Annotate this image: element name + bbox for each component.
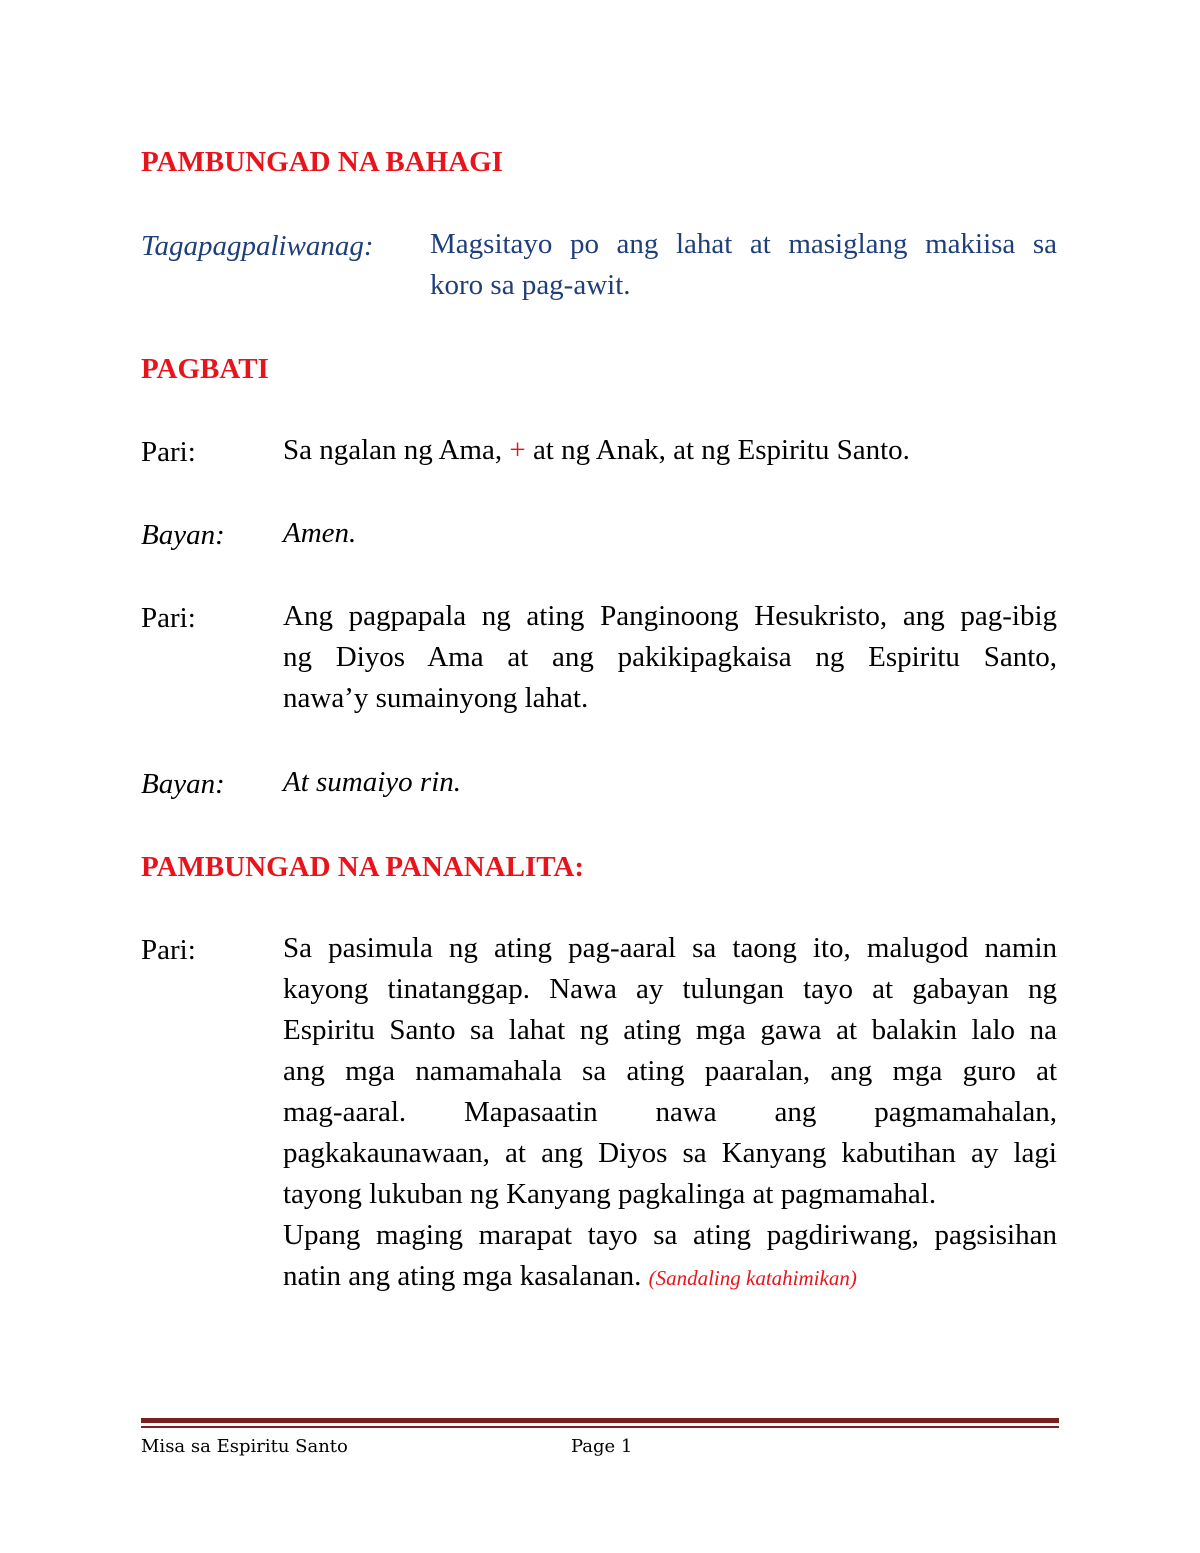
greeting-text-part: Sa ngalan ng Ama, <box>283 434 510 466</box>
footer-rule-thick <box>141 1418 1059 1423</box>
speaker-pari: Pari: <box>141 436 196 468</box>
footer-rule-thin <box>141 1426 1059 1428</box>
speaker-bayan: Bayan: <box>141 768 225 800</box>
heading-pagbati: PAGBATI <box>141 353 269 385</box>
footer-title: Misa sa Espiritu Santo <box>141 1436 348 1457</box>
speaker-pari: Pari: <box>141 602 196 634</box>
opening-line: Upang maging marapat tayo sa ating pagdiriwang, pagsisihan <box>283 1219 1057 1251</box>
blessing-line: ng Diyos Ama at ang pakikipagkaisa ng Espiritu Santo, <box>283 641 1057 673</box>
opening-line: pagkakaunawaan, at ang Diyos sa Kanyang kabutihan ay lagi <box>283 1137 1057 1169</box>
intro-line: koro sa pag-awit. <box>430 269 631 301</box>
heading-pambungad-na-pananalita: PAMBUNGAD NA PANANALITA: <box>141 851 585 883</box>
pari-blessing-text <box>283 596 1057 719</box>
speaker-bayan: Bayan: <box>141 519 225 551</box>
blessing-line: Ang pagpapala ng ating Panginoong Hesukristo, ang pag-ibig <box>283 600 1057 632</box>
opening-line: tayong lukuban ng Kanyang pagkalinga at pagmamahal. <box>283 1178 937 1210</box>
opening-remarks-text <box>283 928 1057 1299</box>
greeting-text-part: at ng Anak, at ng Espiritu Santo. <box>525 434 910 466</box>
heading-pambungad-na-bahagi: PAMBUNGAD NA BAHAGI <box>141 146 503 178</box>
speaker-tagapagpaliwanag: Tagapagpaliwanag: <box>141 230 374 262</box>
footer-page-number: Page 1 <box>571 1436 633 1457</box>
opening-line: kayong tinatanggap. Nawa ay tulungan tayo at gabayan ng <box>283 973 1057 1005</box>
intro-text <box>430 224 1057 306</box>
speaker-pari: Pari: <box>141 934 196 966</box>
intro-line: Magsitayo po ang lahat at masiglang makiisa sa <box>430 228 1057 260</box>
opening-line: Sa pasimula ng ating pag-aaral sa taong ito, malugod namin <box>283 932 1057 964</box>
blessing-line: nawa’y sumainyong lahat. <box>283 682 589 714</box>
opening-line: ang mga namamahala sa ating paaralan, ang mga guro at <box>283 1055 1057 1087</box>
opening-last-line <box>283 1256 1057 1299</box>
opening-line: Espiritu Santo sa lahat ng ating mga gawa at balakin lalo na <box>283 1014 1057 1046</box>
opening-line-text: natin ang ating mga kasalanan. <box>283 1260 649 1292</box>
cross-symbol: + <box>509 434 526 466</box>
bayan-response: At sumaiyo rin. <box>283 766 462 798</box>
greeting-pari-text <box>283 430 1057 471</box>
silence-note: (Sandaling katahimikan) <box>648 1266 857 1290</box>
opening-line: mag-aaral. Mapasaatin nawa ang pagmamahalan, <box>283 1096 1057 1128</box>
bayan-response: Amen. <box>283 517 357 549</box>
